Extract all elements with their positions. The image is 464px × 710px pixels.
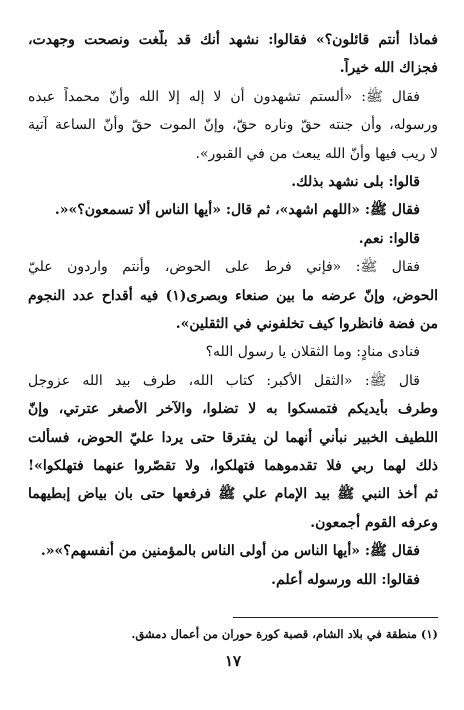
text-line: وعرفه القوم أجمعون. bbox=[310, 514, 438, 531]
text-line: لا ريب فيها وأنّ الله يبعث من في القبور». bbox=[195, 145, 438, 162]
text-line: فقال ﷺ: «أيها الناس من أولى الناس بالمؤمنين من أنفسهم؟»«. bbox=[40, 543, 420, 560]
text-line: فقال ﷺ: «ألستم تشهدون أن لا إله إلا الله وأنّ محمداً عبده bbox=[28, 88, 420, 105]
text-line: من فضة فانظروا كيف تخلفوني في الثقلين». bbox=[175, 316, 438, 332]
text-line: ذلك لهما ربي فلا تقدموهما فتهلكوا، ولا تقصّروا عنهما فتهلكوا»! bbox=[28, 458, 438, 474]
text-line: قالوا: بلى نشهد بذلك. bbox=[291, 174, 420, 190]
text-line: فقالوا: الله ورسوله أعلم. bbox=[271, 571, 420, 588]
text-line: اللطيف الخبير نبأني أنهما لن يفترقا حتى يردا عليّ الحوض، فسألت bbox=[28, 429, 438, 446]
text-line: قال ﷺ: «الثقل الأكبر: كتاب الله، طرف بيد الله عزوجل bbox=[28, 372, 420, 389]
text-line: فماذا أنتم قائلون؟» فقالوا: نشهد أنك قد بلّغت ونصحت وجهدت، bbox=[28, 32, 438, 48]
text-line: فنادى منادٍ: وما الثقلان يا رسول الله؟ bbox=[205, 344, 420, 361]
text-line: ثم أخذ النبي ﷺ بيد الإمام علي ﷺ فرفعها حتى بان بياض إبطيهما bbox=[28, 486, 438, 503]
text-line: ورسوله، وأن جنته حقّ وناره حقّ، وإنّ الموت حقّ وأنّ الساعة آتية bbox=[28, 117, 438, 134]
book-page bbox=[28, 30, 438, 680]
text-line: فجزاك الله خيراً. bbox=[339, 60, 438, 77]
footnote: (١) منطقة في بلاد الشام، قصبة كورة حوران من أعمال دمشق. bbox=[131, 627, 438, 641]
text-line: فقال ﷺ: «اللهم اشهد»، ثم قال: «أيها الناس ألا تسمعون؟»«. bbox=[54, 202, 420, 219]
footnote-divider bbox=[233, 617, 438, 618]
text-line: قالوا: نعم. bbox=[358, 230, 420, 247]
page-number: ١٧ bbox=[224, 652, 242, 670]
text-line: الحوض، وإنّ عرضه ما بين صنعاء وبصرى(١) فيه أقداح عدد النجوم bbox=[28, 287, 438, 304]
text-line: فقال ﷺ: «فإني فرط على الحوض، وأنتم واردون عليّ bbox=[28, 259, 420, 276]
text-line: وطرف بأيديكم فتمسكوا به لا تضلوا، والآخر الأصغر عترتي، وإنّ bbox=[28, 401, 438, 418]
